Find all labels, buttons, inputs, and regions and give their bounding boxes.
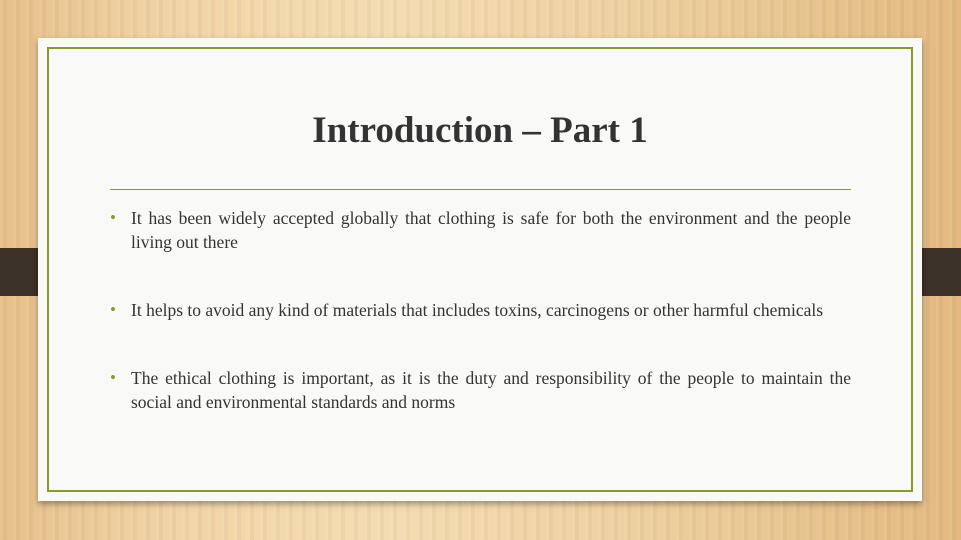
slide-title: Introduction – Part 1 bbox=[312, 110, 648, 151]
title-divider bbox=[110, 189, 851, 190]
bullet-dot-icon: • bbox=[110, 208, 116, 227]
bullet-item bbox=[110, 298, 851, 322]
slide-card bbox=[38, 38, 922, 501]
bullet-text: The ethical clothing is important, as it is the duty and responsibility of the people to maintain the social and environmental standards and norms bbox=[131, 368, 851, 412]
bullet-item bbox=[110, 206, 851, 254]
bullet-text: It has been widely accepted globally that clothing is safe for both the environment and the people living out there bbox=[131, 208, 851, 252]
bullet-list bbox=[110, 206, 851, 458]
bullet-dot-icon: • bbox=[110, 368, 116, 387]
bullet-text: It helps to avoid any kind of materials that includes toxins, carcinogens or other harmful chemicals bbox=[131, 300, 824, 320]
bullet-item bbox=[110, 366, 851, 414]
bullet-dot-icon: • bbox=[110, 300, 116, 319]
